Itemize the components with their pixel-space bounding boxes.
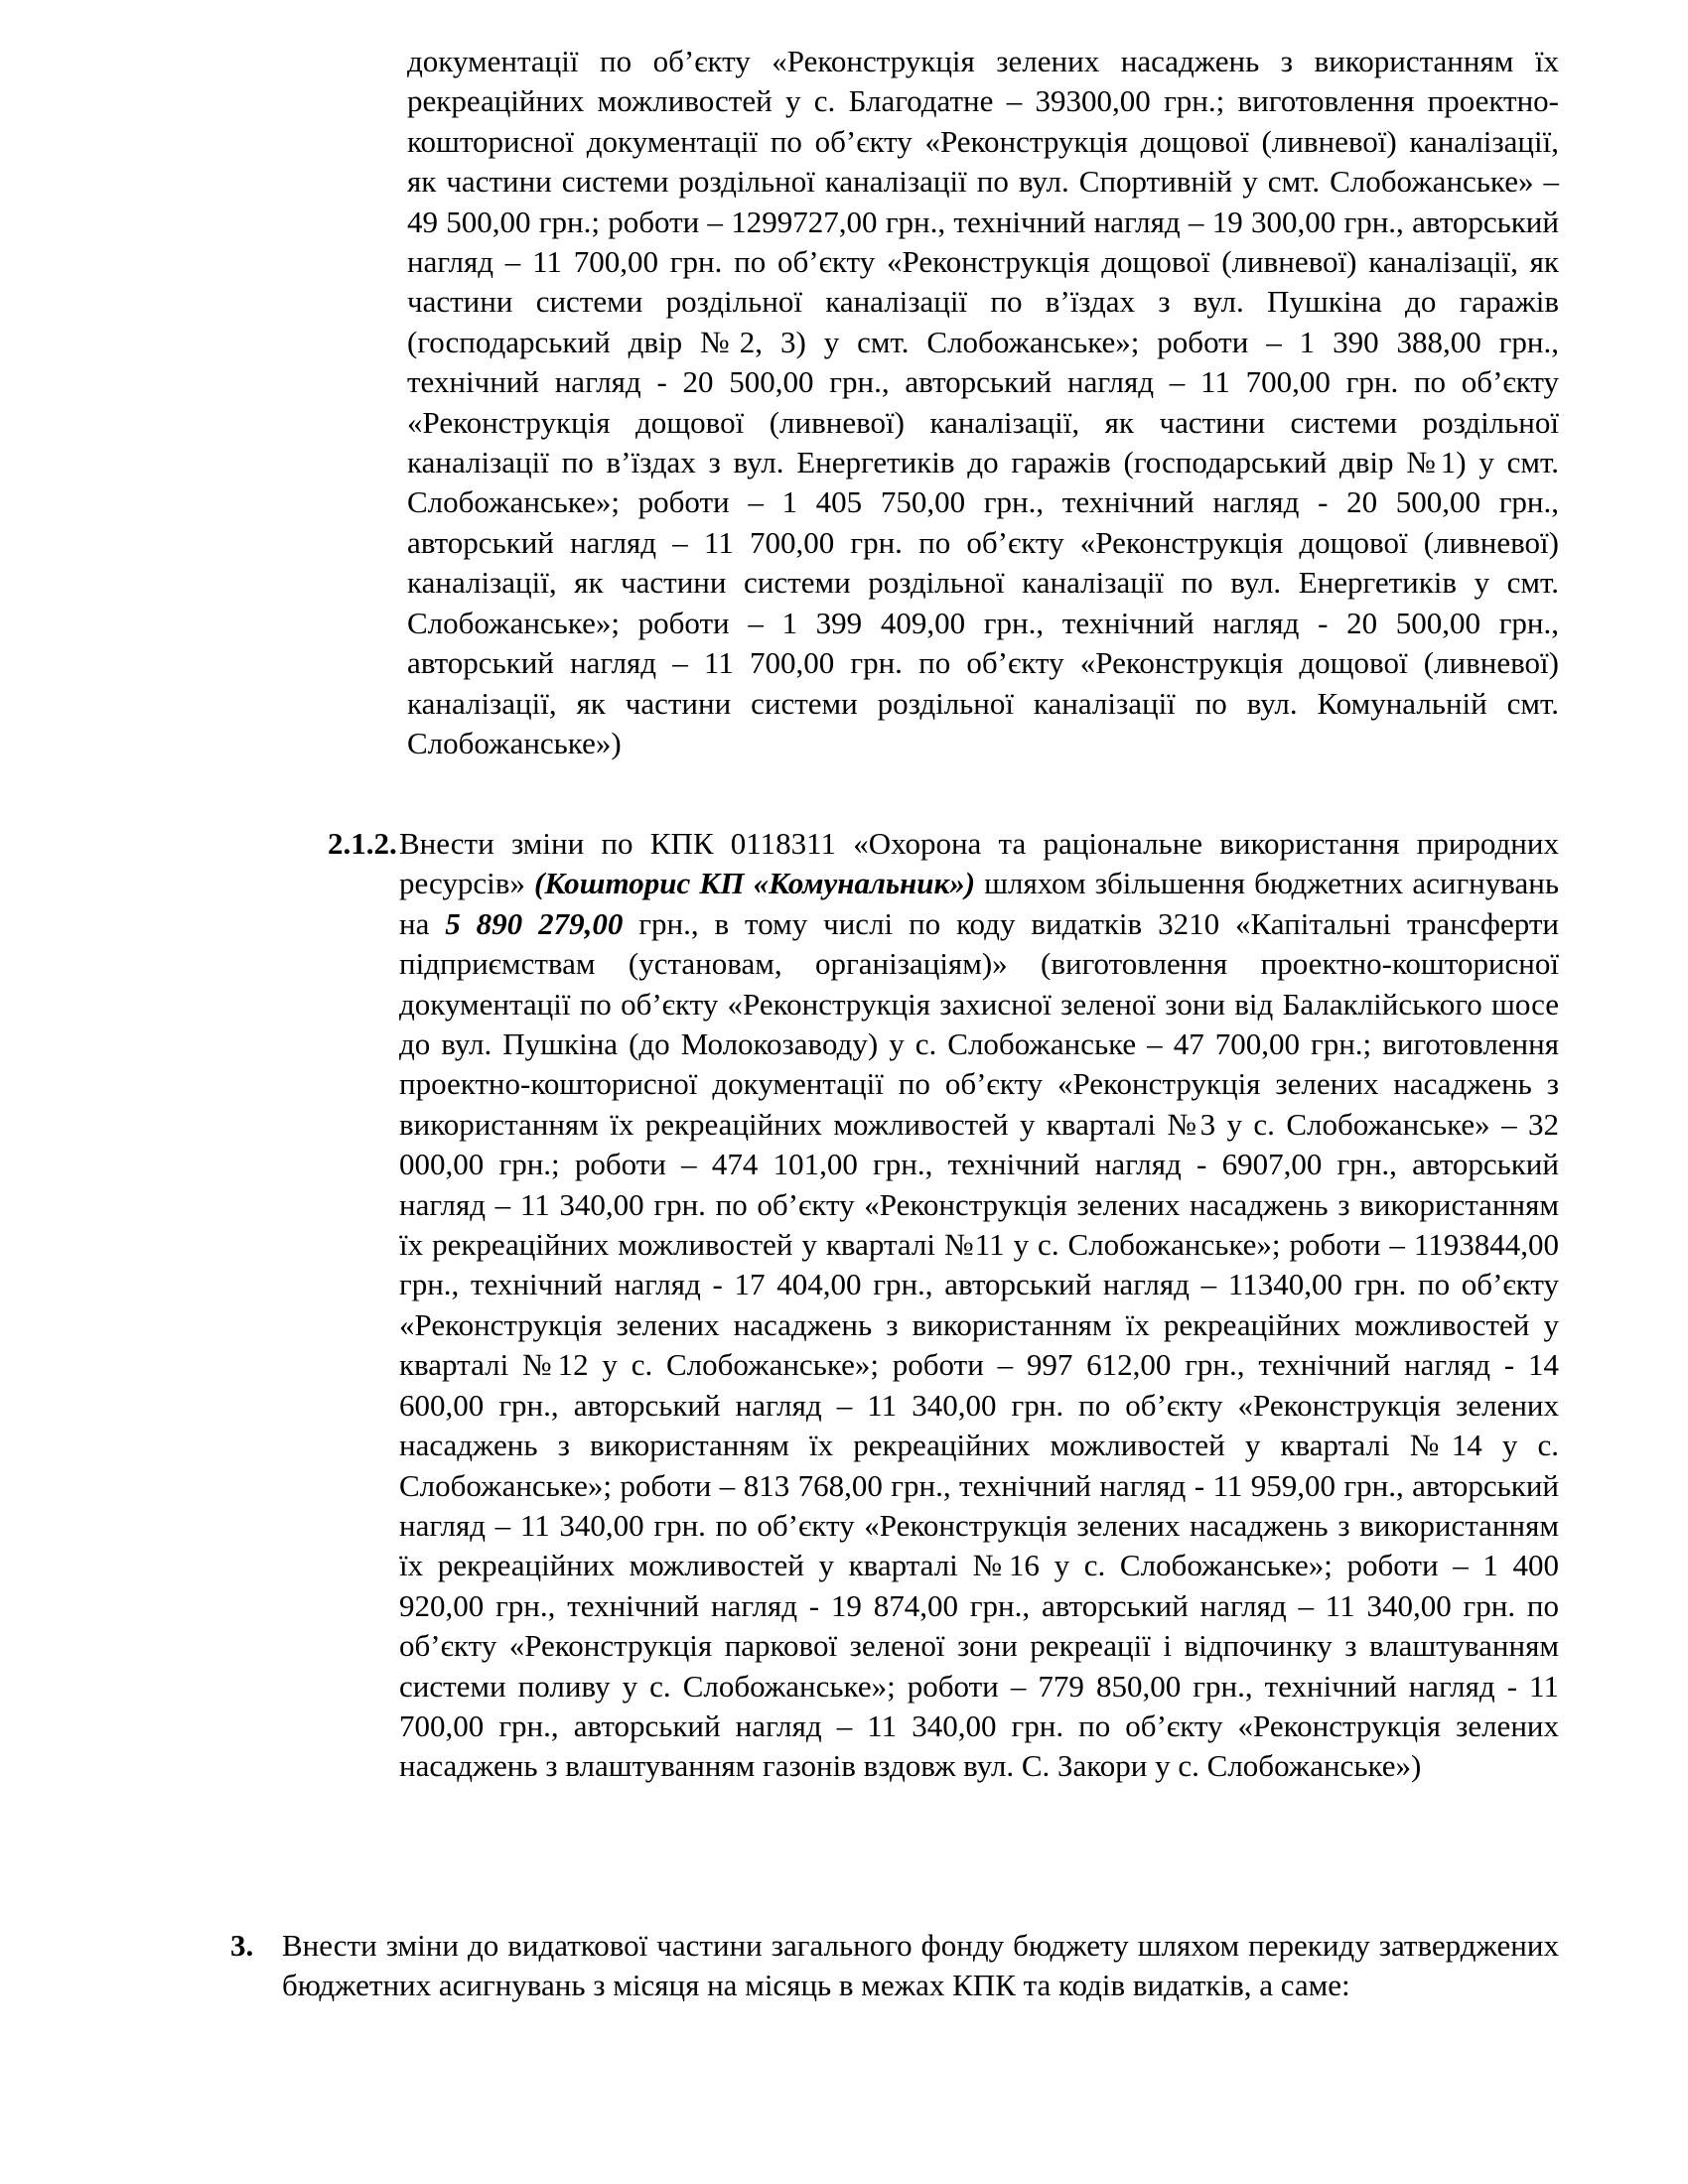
item-3-text: Внести зміни до видаткової частини загального фонду бюджету шляхом перекиду затверджених бюджетних асигнувань з місяця на місяць в межах КПК та кодів видатків, а саме: [282,1928,1559,2003]
total-amount: 5 890 279,00 [445,905,624,941]
item-number-2-1-2: 2.1.2. [328,826,397,861]
estimate-reference: (Кошторис КП «Комунальник») [534,866,976,901]
item-2-1-2-text-b: шляхом збільшення бюджетних асигнувань на [399,866,1559,941]
item-2-1-2-text-c: грн., в тому числі по коду видатків 3210 «Капітальні трансферти підприємствам (установам, організаціям)» (виготовлення проектно-кошторисної документації по об’єкту «Реконструкція захисної зеленої зони від Балаклійського шосе до вул. Пушкіна (до Молокозаводу) у с. Слобожанське – 47 700,00 грн.; виготовлення проектно-кошторисної документації по об’єкту «Реконструкція зелених насаджень з використанням їх рекреаційних можливостей у кварталі №3 у с. Слобожанське» – 32 000,00 грн.; роботи – 474 101,00 грн., технічний нагляд - 6907,00 грн., авторський нагляд – 11 340,00 грн. по об’єкту «Реконструкція зелених насаджень з використанням їх рекреаційних можливостей у кварталі №11 у с. Слобожанське»; роботи – 1193844,00 грн., технічний нагляд - 17 404,00 грн., авторський нагляд – 11340,00 грн. по об’єкту «Реконструкція зелених насаджень з використанням їх рекреаційних можливостей у кварталі №12 у с. Слобожанське»; роботи – 997 612,00 грн., технічний нагляд - 14 600,00 грн., авторський нагляд – 11 340,00 грн. по об’єкту «Реконструкція зелених насаджень з використанням їх рекреаційних можливостей у кварталі №14 у с. Слобожанське»; роботи – 813 768,00 грн., технічний нагляд - 11 959,00 грн., авторський нагляд – 11 340,00 грн. по об’єкту «Реконструкція зелених насаджень з використанням їх рекреаційних можливостей у кварталі №16 у с. Слобожанське»; роботи – 1 400 920,00 грн., технічний нагляд - 19 874,00 грн., авторський нагляд – 11 340,00 грн. по об’єкту «Реконструкція паркової зеленої зони рекреації і відпочинку з влаштуванням системи поливу у с. Слобожанське»; роботи – 779 850,00 грн., технічний нагляд - 11 700,00 грн., авторський нагляд – 11 340,00 грн. по об’єкту «Реконструкція зелених насаджень з влаштуванням газонів вздовж вул. С. Закори у с. Слобожанське») [399,905,1559,1784]
item-2-1-2-text [399,824,1559,1787]
item-number-3: 3. [230,1928,254,1963]
item-2-1-2-text-a: Внести зміни по КПК 0118311 «Охорона та раціональне використання природних ресурсів» [399,826,1559,901]
paragraph-continuation: документації по об’єкту «Реконструкція зелених насаджень з використанням їх рекреаційних можливостей у с. Благодатне – 39300,00 грн.; виготовлення проектно-кошторисної документації по об’єкту «Реконструкція дощової (ливневої) каналізації, як частини системи роздільної каналізації по вул. Спортивній у смт. Слобожанське» – 49 500,00 грн.; роботи – 1299727,00 грн., технічний нагляд – 19 300,00 грн., авторський нагляд – 11 700,00 грн. по об’єкту «Реконструкція дощової (ливневої) каналізації, як частини системи роздільної каналізації по в’їздах з вул. Пушкіна до гаражів (господарський двір №2, 3) у смт. Слобожанське»; роботи – 1 390 388,00 грн., технічний нагляд - 20 500,00 грн., авторський нагляд – 11 700,00 грн. по об’єкту «Реконструкція дощової (ливневої) каналізації, як частини системи роздільної каналізації по в’їздах з вул. Енергетиків до гаражів (господарський двір №1) у смт. Слобожанське»; роботи – 1 405 750,00 грн., технічний нагляд - 20 500,00 грн., авторський нагляд – 11 700,00 грн. по об’єкту «Реконструкція дощової (ливневої) каналізації, як частини системи роздільної каналізації по вул. Енергетиків у смт. Слобожанське»; роботи – 1 399 409,00 грн., технічний нагляд - 20 500,00 грн., авторський нагляд – 11 700,00 грн. по об’єкту «Реконструкція дощової (ливневої) каналізації, як частини системи роздільної каналізації по вул. Комунальній смт. Слобожанське») [407,44,1559,760]
